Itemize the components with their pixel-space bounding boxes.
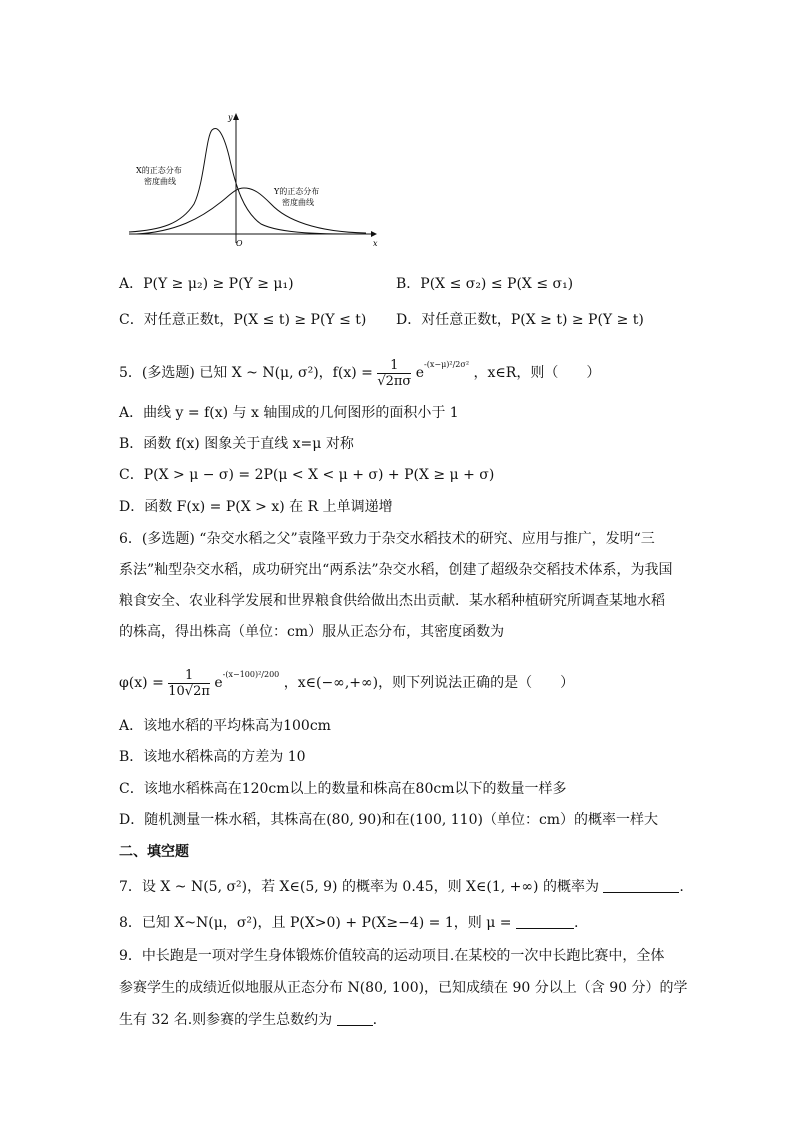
- q7-end: .: [679, 879, 684, 895]
- y-axis-arrow: [233, 113, 239, 120]
- q4-option-a: A．P(Y ≥ μ₂) ≥ P(Y ≥ μ₁): [119, 276, 294, 292]
- q4-option-b: B．P(X ≤ σ₂) ≤ P(X ≤ σ₁): [396, 276, 574, 292]
- q6-line-3: 粮食安全、农业科学发展和世界粮食供给做出杰出贡献．某水稻种植研究所调查某地水稻: [119, 593, 665, 609]
- q6-frac-den: 10√2π: [168, 683, 210, 699]
- q6-line-4: 的株高，得出株高（单位：cm）服从正态分布，其密度函数为: [119, 624, 505, 640]
- q5-exponent: -(x−μ)²/2σ²: [424, 360, 470, 369]
- q4-option-d: D．对任意正数t，P(X ≥ t) ≥ P(Y ≥ t): [396, 312, 644, 328]
- q5-option-a: A．曲线 y = f(x) 与 x 轴围成的几何图形的面积小于 1: [119, 405, 459, 421]
- q7-answer-blank[interactable]: [603, 878, 679, 893]
- q7: [119, 877, 684, 897]
- q6-option-b: B．该地水稻株高的方差为 10: [119, 749, 306, 765]
- q6-option-a: A．该地水稻的平均株高为100cm: [119, 718, 331, 734]
- q8-answer-blank[interactable]: [516, 914, 574, 929]
- q5-stem-suffix: ，x∈R，则（ ）: [473, 365, 601, 381]
- q4-option-c: C．对任意正数t，P(X ≤ t) ≥ P(Y ≤ t): [119, 312, 367, 328]
- q6-phi-suffix: ，x∈(−∞,+∞)，则下列说法正确的是（ ）: [283, 675, 575, 691]
- q6-fraction: [168, 668, 210, 699]
- normal-density-figure: [126, 108, 386, 253]
- q5-frac-num: 1: [377, 358, 411, 374]
- q8-end: .: [573, 915, 579, 931]
- q5-fraction: [377, 358, 411, 389]
- q8-text: 8．已知 X~N(μ，σ²)，且 P(X>0) + P(X≥−4) = 1，则 μ =: [119, 915, 512, 931]
- q5-exp-base: e: [415, 365, 425, 381]
- q6-frac-num: 1: [168, 668, 210, 684]
- y-curve-label: Y的正态分布: [274, 187, 320, 196]
- y-curve-label: 密度曲线: [282, 198, 314, 207]
- q9-line-3-text: 生有 32 名.则参赛的学生总数约为: [119, 1012, 333, 1028]
- q9-line-1: 9．中长跑是一项对学生身体锻炼价值较高的运动项目.在某校的一次中长跑比赛中，全体: [119, 948, 665, 964]
- q6-line-1: 6．(多选题) “杂交水稻之父”袁隆平致力于杂交水稻技术的研究、应用与推广，发明“三: [119, 531, 655, 547]
- q5-stem: [119, 355, 600, 389]
- q9-end: .: [372, 1012, 378, 1028]
- y-axis-label: y: [228, 113, 233, 122]
- y-density-curve: [136, 188, 366, 234]
- x-curve-label: X的正态分布: [136, 166, 182, 175]
- q6-option-d: D．随机测量一株水稻，其株高在(80, 90)和在(100, 110)（单位：cm）的概率一样大: [119, 812, 659, 828]
- q5-option-c: C．P(X > μ − σ) = 2P(μ < X < μ + σ) + P(X ≥ μ + σ): [119, 467, 495, 483]
- q5-frac-den: √2πσ: [377, 373, 412, 389]
- q5-option-b: B．函数 f(x) 图象关于直线 x=μ 对称: [119, 436, 354, 452]
- q6-exponent: -(x−100)²/200: [222, 670, 280, 679]
- x-curve-label: 密度曲线: [144, 177, 176, 186]
- q6-line-2: 系法”籼型杂交水稻，成功研究出“两系法”杂交水稻，创建了超级杂交稻技术体系，为我国: [119, 562, 673, 578]
- q7-text: 7．设 X ~ N(5, σ²)，若 X∈(5, 9) 的概率为 0.45，则 X∈(1, +∞) 的概率为: [119, 879, 599, 895]
- q8: [119, 913, 578, 933]
- q6-option-c: C．该地水稻株高在120cm以上的数量和株高在80cm以下的数量一样多: [119, 781, 567, 797]
- q9-answer-blank[interactable]: [337, 1011, 373, 1026]
- q5-option-d: D．函数 F(x) = P(X > x) 在 R 上单调递增: [119, 499, 393, 515]
- q9-line-3: [119, 1010, 377, 1030]
- x-axis-label: x: [373, 239, 378, 248]
- q9-line-2: 参赛学生的成绩近似地服从正态分布 N(80, 100)，已知成绩在 90 分以上（含 90 分）的学: [119, 980, 688, 996]
- x-axis-arrow: [371, 231, 377, 237]
- q6-density-function: [119, 665, 574, 699]
- section-heading-fill-in: 二、填空题: [119, 844, 189, 860]
- q6-phi-prefix: φ(x) =: [119, 675, 164, 691]
- q6-exp-base: e: [214, 675, 223, 691]
- q5-stem-prefix: 5．(多选题) 已知 X ~ N(μ, σ²)，f(x) =: [119, 365, 373, 381]
- origin-label: O: [236, 239, 243, 248]
